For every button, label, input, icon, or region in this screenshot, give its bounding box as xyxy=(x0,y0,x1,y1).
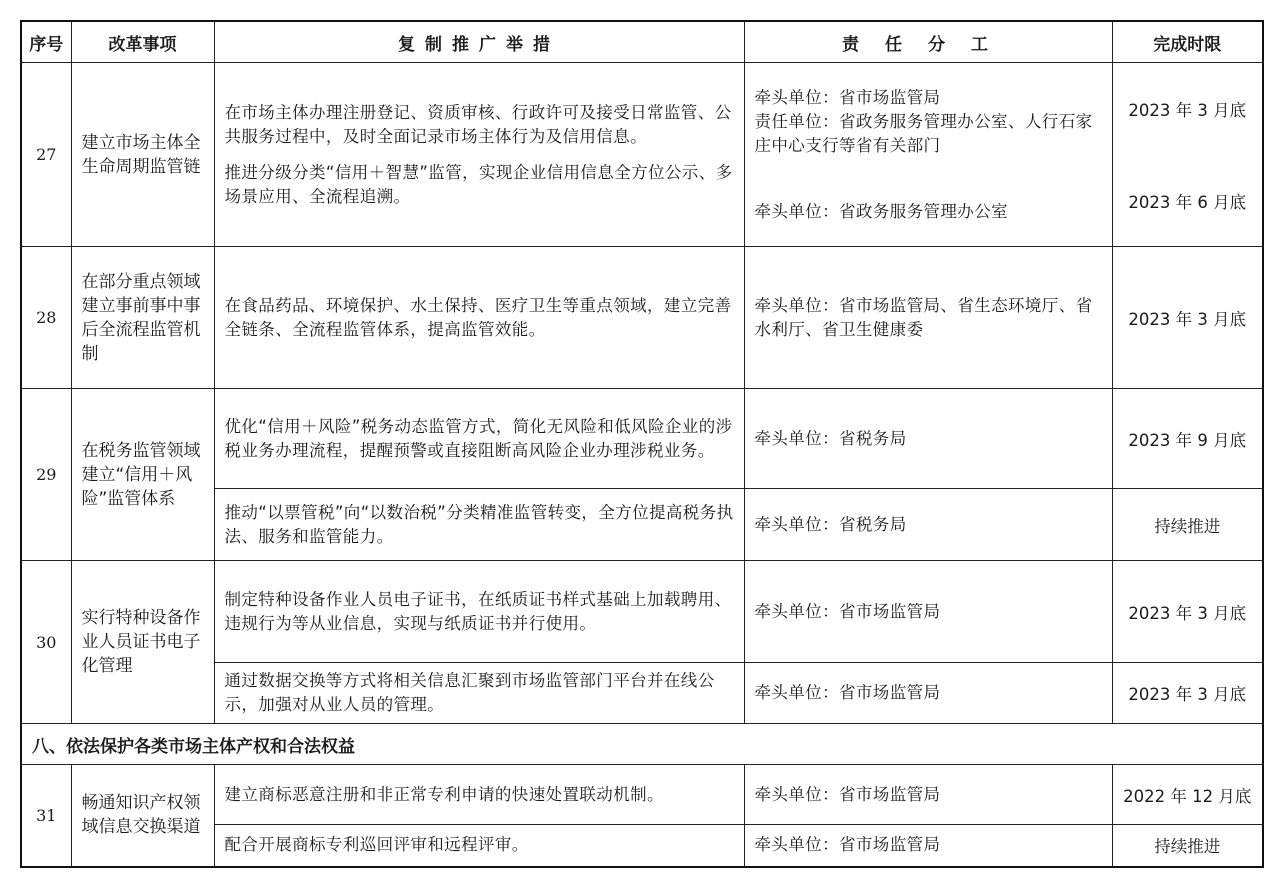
deadline: 持续推进 xyxy=(1112,489,1263,561)
table-row xyxy=(21,765,1263,825)
lead-unit: 牵头单位：省市场监管局 xyxy=(744,663,1112,724)
header-item: 改革事项 xyxy=(71,21,214,63)
deadline: 2023 年 6 月底 xyxy=(1128,192,1247,212)
row-number: 29 xyxy=(21,389,71,561)
reform-measures-table xyxy=(20,20,1264,868)
measure-text: 制定特种设备作业人员电子证书，在纸质证书样式基础上加载聘用、违规行为等从业信息，实现与纸质证书并行使用。 xyxy=(214,561,744,663)
measure-text: 优化“信用＋风险”税务动态监管方式，简化无风险和低风险企业的涉税业务办理流程，提醒预警或直接阻断高风险企业办理涉税业务。 xyxy=(214,389,744,489)
lead-unit: 牵头单位：省税务局 xyxy=(744,489,1112,561)
deadline-cell xyxy=(1112,63,1263,247)
header-measures: 复制推广举措 xyxy=(214,21,744,63)
measure-text: 推进分级分类“信用＋智慧”监管，实现企业信用信息全方位公示、多场景应用、全流程追溯。 xyxy=(224,162,733,206)
table-row xyxy=(21,561,1263,663)
deadline: 2023 年 3 月底 xyxy=(1112,247,1263,389)
responsible-unit: 责任单位：省政务服务管理办公室、人行石家庄中心支行等省有关部门 xyxy=(754,111,1093,155)
header-no: 序号 xyxy=(21,21,71,63)
header-row xyxy=(21,21,1263,63)
responsibility-cell xyxy=(744,63,1112,247)
lead-unit: 牵头单位：省市场监管局、省生态环境厅、省水利厅、省卫生健康委 xyxy=(744,247,1112,389)
row-number: 27 xyxy=(21,63,71,247)
reform-item: 在部分重点领域建立事前事中事后全流程监管机制 xyxy=(71,247,214,389)
lead-unit: 牵头单位：省市场监管局 xyxy=(744,765,1112,825)
table-row xyxy=(21,389,1263,489)
header-deadline: 完成时限 xyxy=(1112,21,1263,63)
reform-item: 畅通知识产权领域信息交换渠道 xyxy=(71,765,214,867)
reform-item: 建立市场主体全生命周期监管链 xyxy=(71,63,214,247)
deadline: 2023 年 3 月底 xyxy=(1128,100,1247,120)
measure-text: 推动“以票管税”向“以数治税”分类精准监管转变，全方位提高税务执法、服务和监管能力。 xyxy=(214,489,744,561)
lead-unit: 牵头单位：省政务服务管理办公室 xyxy=(754,201,1008,221)
lead-unit: 牵头单位：省市场监管局 xyxy=(744,825,1112,867)
lead-unit: 牵头单位：省税务局 xyxy=(744,389,1112,489)
row-number: 30 xyxy=(21,561,71,724)
row-number: 31 xyxy=(21,765,71,867)
lead-unit: 牵头单位：省市场监管局 xyxy=(754,87,941,107)
lead-unit: 牵头单位：省市场监管局 xyxy=(744,561,1112,663)
deadline: 2022 年 12 月底 xyxy=(1112,765,1263,825)
table-row xyxy=(21,63,1263,247)
section-heading: 八、依法保护各类市场主体产权和合法权益 xyxy=(21,724,1263,765)
section-row xyxy=(21,724,1263,765)
header-responsibility: 责任分工 xyxy=(744,21,1112,63)
row-number: 28 xyxy=(21,247,71,389)
deadline: 2023 年 9 月底 xyxy=(1112,389,1263,489)
deadline: 持续推进 xyxy=(1112,825,1263,867)
measure-text: 在食品药品、环境保护、水土保持、医疗卫生等重点领域，建立完善全链条、全流程监管体系，提高监管效能。 xyxy=(214,247,744,389)
measure-text: 通过数据交换等方式将相关信息汇聚到市场监管部门平台并在线公示，加强对从业人员的管理。 xyxy=(214,663,744,724)
measure-text: 在市场主体办理注册登记、资质审核、行政许可及接受日常监管、公共服务过程中，及时全面记录市场主体行为及信用信息。 xyxy=(224,102,732,146)
measure-cell xyxy=(214,63,744,247)
reform-item: 在税务监管领域建立“信用＋风险”监管体系 xyxy=(71,389,214,561)
measure-text: 建立商标恶意注册和非正常专利申请的快速处置联动机制。 xyxy=(214,765,744,825)
deadline: 2023 年 3 月底 xyxy=(1112,663,1263,724)
deadline: 2023 年 3 月底 xyxy=(1112,561,1263,663)
measure-text: 配合开展商标专利巡回评审和远程评审。 xyxy=(214,825,744,867)
table-row xyxy=(21,247,1263,389)
reform-item: 实行特种设备作业人员证书电子化管理 xyxy=(71,561,214,724)
